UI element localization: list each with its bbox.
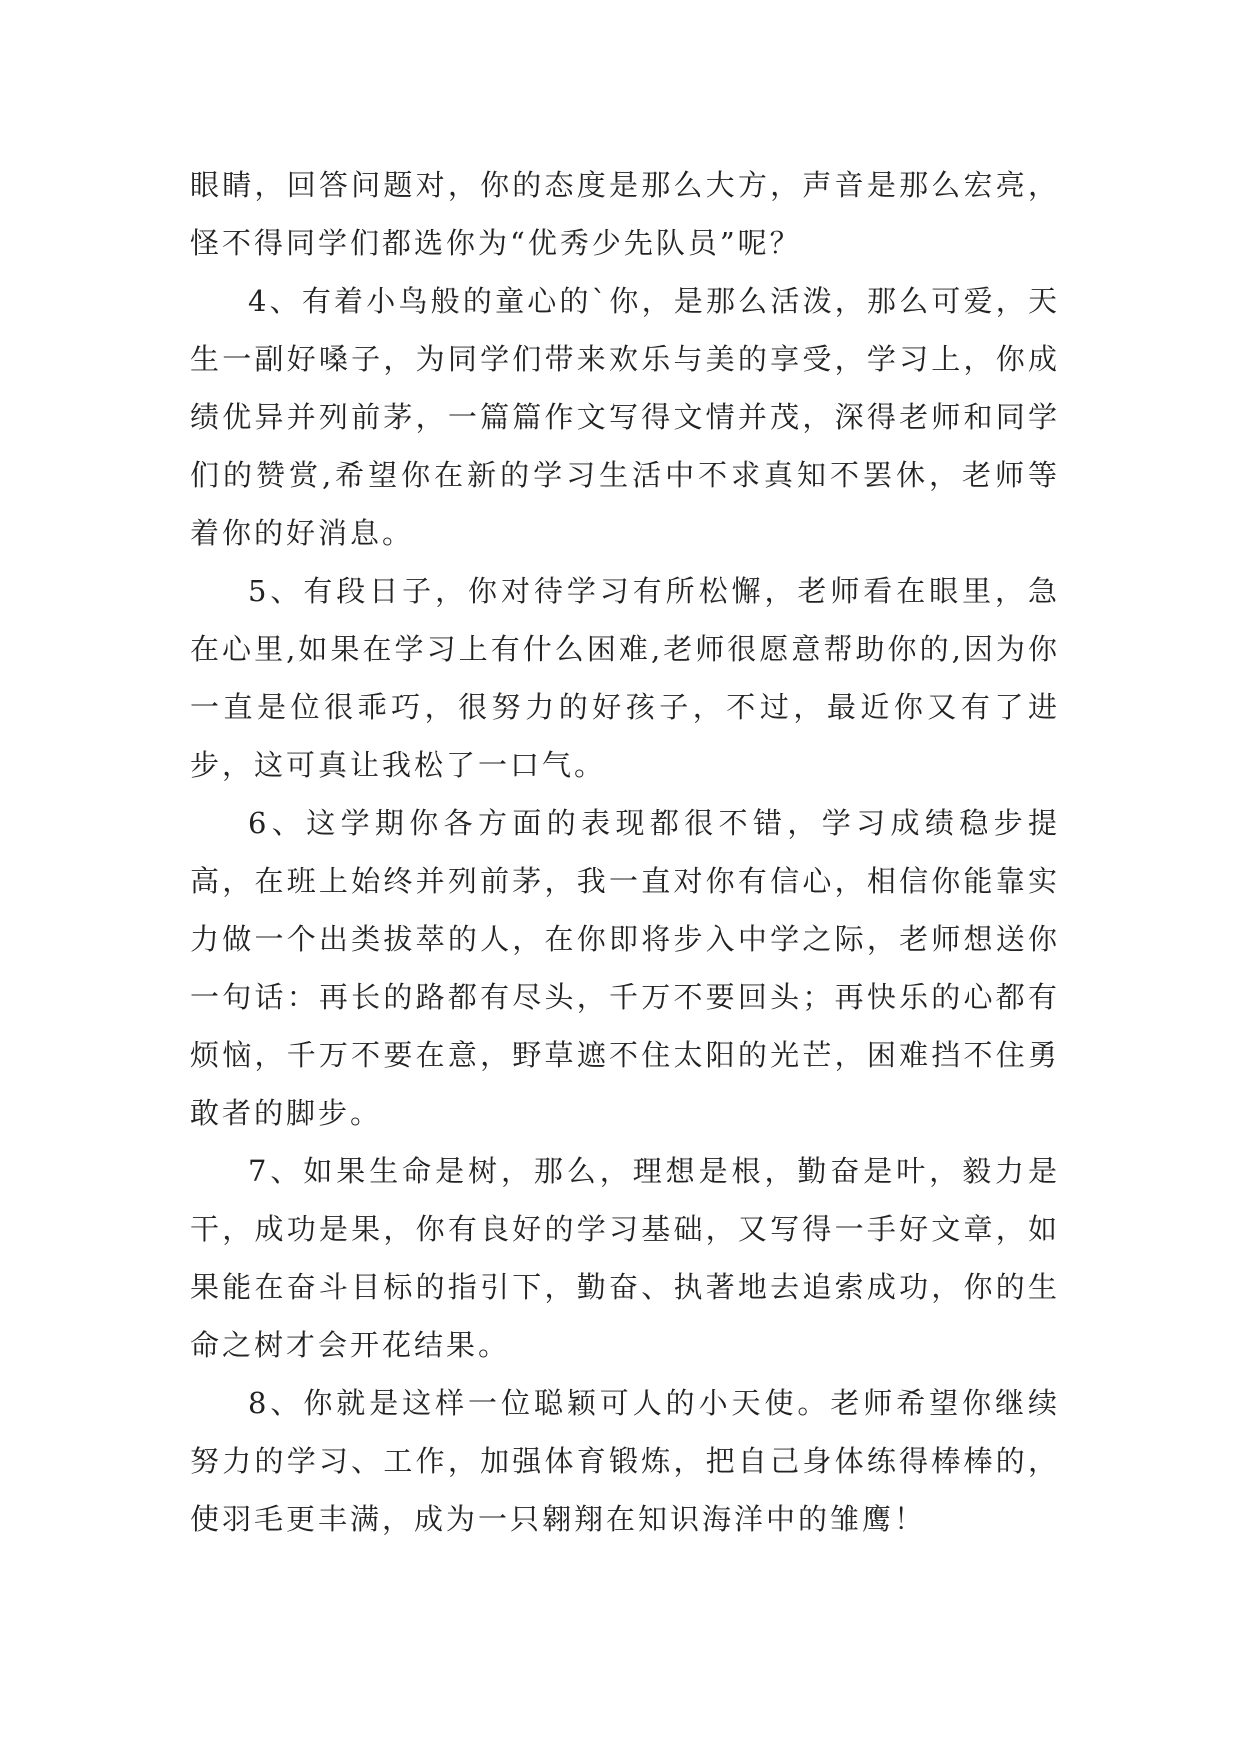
paragraph-5: 5、有段日子，你对待学习有所松懈，老师看在眼里，急在心里,如果在学习上有什么困难,老师很愿意帮助你的,因为你一直是位很乖巧，很努力的好孩子，不过，最近你又有了进步，这可真让我松了一口气。 <box>190 574 1060 782</box>
paragraph-continuation: 眼睛，回答问题对，你的态度是那么大方，声音是那么宏亮，怪不得同学们都选你为“优秀少先队员”呢？ <box>190 168 1060 260</box>
paragraph-7: 7、如果生命是树，那么，理想是根，勤奋是叶，毅力是干，成功是果，你有良好的学习基础，又写得一手好文章，如果能在奋斗目标的指引下，勤奋、执著地去追索成功，你的生命之树才会开花结果。 <box>190 1154 1060 1362</box>
document-body <box>190 156 1060 1548</box>
paragraph-8: 8、你就是这样一位聪颖可人的小天使。老师希望你继续努力的学习、工作，加强体育锻炼，把自己身体练得棒棒的，使羽毛更丰满，成为一只翱翔在知识海洋中的雏鹰！ <box>190 1386 1060 1536</box>
paragraph-6: 6、这学期你各方面的表现都很不错，学习成绩稳步提高，在班上始终并列前茅，我一直对你有信心，相信你能靠实力做一个出类拔萃的人，在你即将步入中学之际，老师想送你一句话：再长的路都有尽头，千万不要回头；再快乐的心都有烦恼，千万不要在意，野草遮不住太阳的光芒，困难挡不住勇敢者的脚步。 <box>190 806 1060 1130</box>
paragraph-4: 4、有着小鸟般的童心的`你，是那么活泼，那么可爱，天生一副好嗓子，为同学们带来欢乐与美的享受，学习上，你成绩优异并列前茅，一篇篇作文写得文情并茂，深得老师和同学们的赞赏,希望你在新的学习生活中不求真知不罢休，老师等着你的好消息。 <box>190 284 1060 550</box>
